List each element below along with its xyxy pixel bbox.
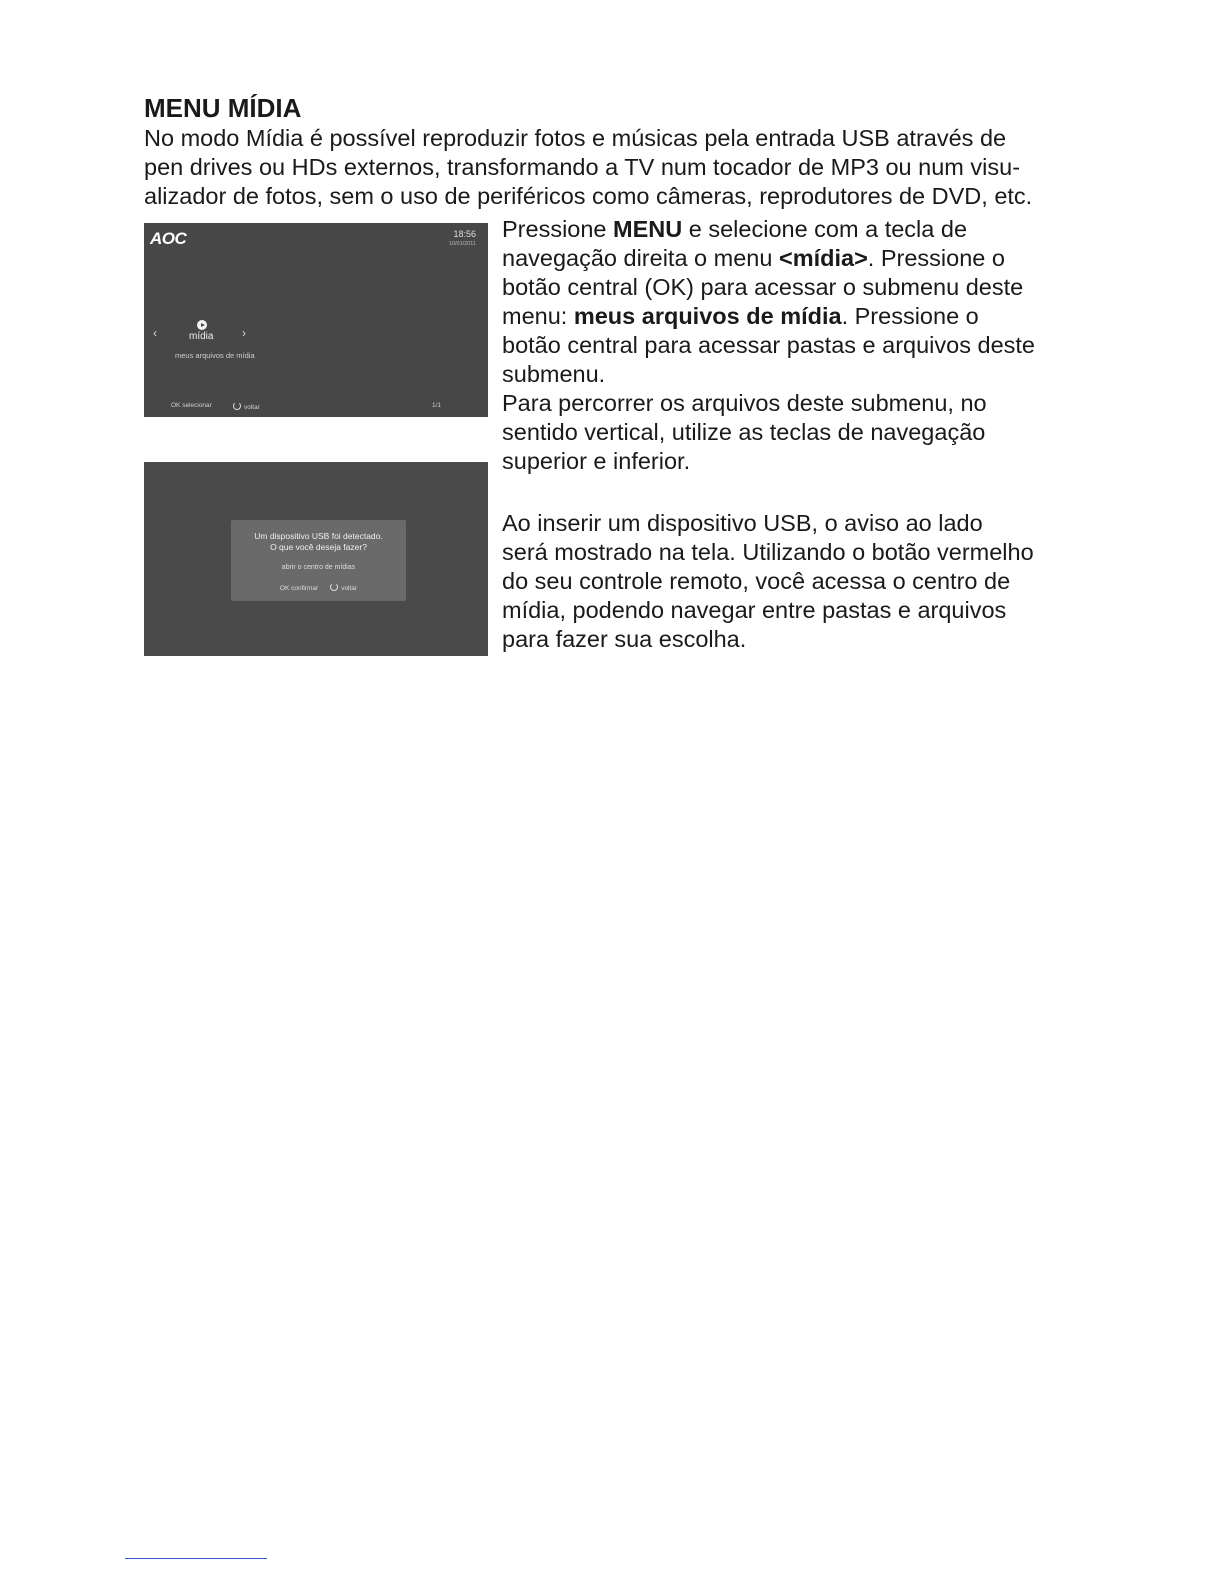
text-line: para fazer sua escolha. [502,626,747,652]
back-hint [233,402,260,411]
text-line: Ao inserir um dispositivo USB, o aviso ao lado [502,510,983,536]
instructions-paragraph [502,215,1062,476]
back-icon [330,583,338,591]
text-line: do seu controle remoto, você acessa o centro de [502,568,1011,594]
play-icon [197,320,207,330]
text-line: navegação direita o menu <mídia>. Pressione o [502,245,1005,271]
ok-select-hint: OK selecionar [171,402,212,409]
page-title: MENU MÍDIA [144,93,302,123]
intro-paragraph [144,124,1074,211]
usb-detected-screenshot [144,462,488,656]
usb-dialog [231,520,406,601]
chevron-left-icon: ‹ [153,326,157,340]
text-line: botão central para acessar pastas e arquivos deste [502,332,1035,358]
dialog-footer [231,583,406,592]
page-count: 1/1 [432,402,442,409]
back-hint-label: voltar [244,404,260,411]
intro-line: No modo Mídia é possível reproduzir fotos e músicas pela entrada USB através de [144,125,1007,151]
submenu-label: meus arquivos de mídia [175,351,255,360]
text-line: botão central (OK) para acessar o submenu deste [502,274,1024,300]
intro-line: alizador de fotos, sem o uso de periféricos como câmeras, reprodutores de DVD, etc. [144,183,1033,209]
chevron-right-icon: › [242,326,246,340]
dialog-option: abrir o centro de mídias [281,564,356,571]
back-hint-label: voltar [341,585,358,592]
back-icon [233,402,241,410]
confirm-hint: OK confirmar [279,585,319,592]
usb-paragraph [502,509,1062,654]
menu-item-midia: mídia [189,331,214,342]
dialog-message: Um dispositivo USB foi detectado. [254,531,383,541]
aoc-logo: AOC [150,229,187,248]
clock: 18:56 [453,229,476,239]
text-line: menu: meus arquivos de mídia. Pressione o [502,303,979,329]
dialog-question: O que você deseja fazer? [270,542,367,552]
media-menu-screenshot [144,223,488,417]
text-line: Pressione MENU e selecione com a tecla de [502,216,968,242]
intro-line: pen drives ou HDs externos, transformando a TV num tocador de MP3 ou num visu- [144,154,1021,180]
text-line: submenu. [502,361,606,387]
text-line: sentido vertical, utilize as teclas de navegação [502,419,986,445]
text-line: mídia, podendo navegar entre pastas e arquivos [502,597,1007,623]
text-line: será mostrado na tela. Utilizando o botão vermelho [502,539,1034,565]
text-line: superior e inferior. [502,448,691,474]
text-line: Para percorrer os arquivos deste submenu, no [502,390,987,416]
footnote-divider [125,1558,267,1559]
date: 10/01/2011 [448,241,476,247]
